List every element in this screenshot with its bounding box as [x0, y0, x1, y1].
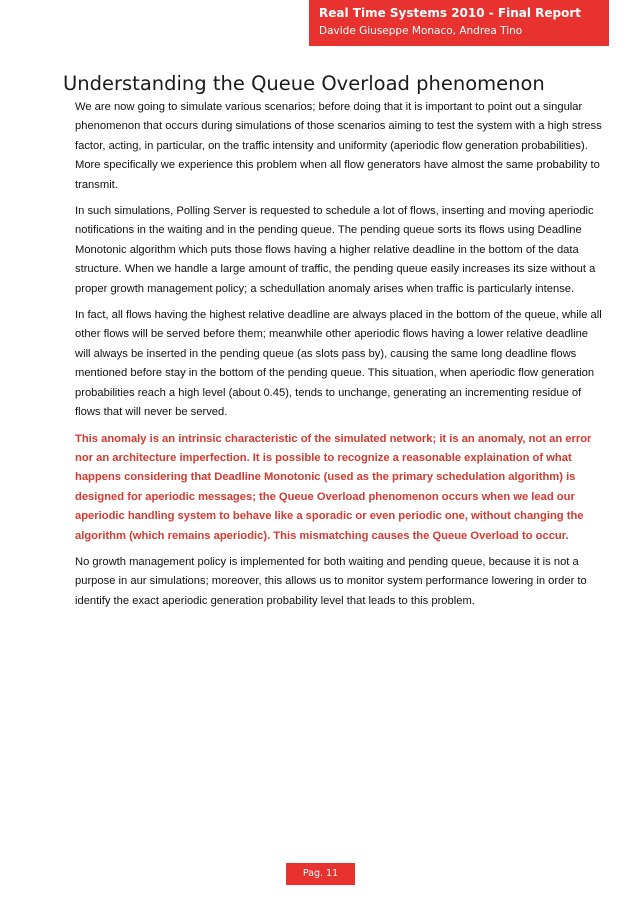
page-heading: Understanding the Queue Overload phenomenon — [63, 72, 545, 95]
report-authors: Davide Giuseppe Monaco, Andrea Tino — [319, 25, 523, 37]
report-title: Real Time Systems 2010 - Final Report — [319, 6, 582, 20]
body-text — [75, 98, 605, 618]
paragraph-deadline-flows: In fact, all flows having the highest relative deadline are always placed in the bottom of the queue, while all other flows will be served before them; meanwhile other aperiodic flows having a lower relative deadline will always be inserted in the pending queue (as slots pass by), causing the same long deadline flows mentioned before stay in the bottom of the pending queue. This situation, when aperiodic flow generation probabilities reach a high level (about 0.45), tends to unchange, generating an incrementing residue of flows that will never be served. — [75, 309, 602, 419]
report-header — [309, 0, 609, 46]
page-number-badge: Pag. 11 — [286, 863, 355, 885]
paragraph-polling-server: In such simulations, Polling Server is requested to schedule a lot of flows, inserting and moving aperiodic notifications in the waiting and in the pending queue. The pending queue sorts its flows using Deadline Monotonic algorithm which puts those flows having a higher relative deadline in the bottom of the data structure. When we handle a large amount of traffic, the pending queue easily increases its size without a proper growth management policy; a schedullation anomaly arises when traffic is particularly intense. — [75, 205, 596, 295]
paragraph-growth-policy: No growth management policy is implemented for both waiting and pending queue, because it is not a purpose in aur simulations; moreover, this allows us to monitor system performance lowering in order to identify the exact aperiodic generation probability level that leads to this problem. — [75, 555, 587, 607]
paragraph-anomaly-highlight: This anomaly is an intrinsic characteristic of the simulated network; it is an anomaly, not an error nor an architecture imperfection. It is possible to recognize a reasonable explaination of what happens considering that Deadline Monotonic (used as the primary schedulation algorithm) is designed for aperiodic messages; the Queue Overload phenomenon occurs when we lead our aperiodic handling system to behave like a sporadic or even periodic one, without changing the algorithm (which remains aperiodic). This mismatching causes the Queue Overload to occur. — [75, 432, 592, 542]
paragraph-intro: We are now going to simulate various scenarios; before doing that it is important to point out a singular phenomenon that occurs during simulations of those scenarios aiming to test the system with a high stress factor, acting, in particular, on the traffic intensity and uniformity (aperiodic flow generation probabilities). More specifically we experience this problem when all flow generators have almost the same probability to transmit. — [75, 101, 602, 191]
